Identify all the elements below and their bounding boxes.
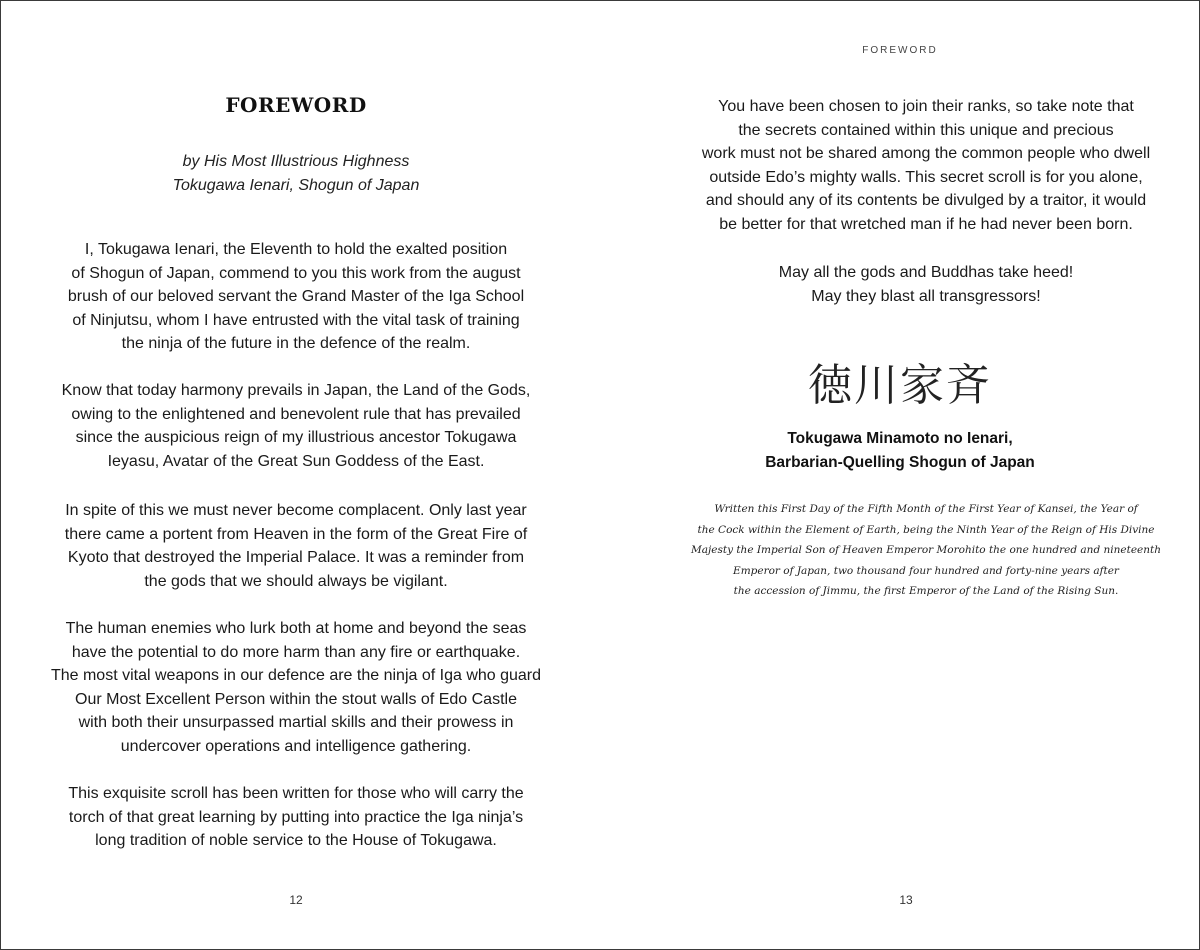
text-line: May all the gods and Buddhas take heed!: [778, 264, 1074, 281]
text-line: be better for that wretched man if he had never been born.: [719, 215, 1133, 233]
page-number: 12: [289, 893, 303, 907]
text-line: In spite of this we must never become complacent. Only last year: [65, 502, 527, 519]
colophon: [681, 499, 1171, 602]
text-line: the ninja of the future in the defence of the realm.: [121, 335, 471, 353]
paragraph-2: [681, 261, 1171, 308]
text-line: work must not be shared among the common people who dwell: [701, 145, 1151, 163]
colophon-line: Written this First Day of the Fifth Month of the First Year of Kansei, the Year of: [714, 503, 1138, 515]
text-line: brush of our beloved servant the Grand Master of the Iga School: [67, 288, 525, 306]
text-line: there came a portent from Heaven in the form of the Great Fire of: [64, 525, 528, 543]
signature-line: Barbarian-Quelling Shogun of Japan: [765, 454, 1035, 471]
left-page: [1, 1, 601, 949]
colophon-line: the accession of Jimmu, the first Emperor of the Land of the Rising Sun.: [733, 585, 1119, 597]
colophon-line: Majesty the Imperial Son of Heaven Emperor Morohito the one hundred and nineteenth: [690, 544, 1161, 556]
page-number: 13: [899, 893, 913, 907]
text-line: of Shogun of Japan, commend to you this work from the august: [71, 264, 521, 282]
text-line: long tradition of noble service to the House of Tokugawa.: [95, 832, 497, 850]
text-line: Our Most Excellent Person within the stout walls of Edo Castle: [75, 690, 517, 708]
text-line: You have been chosen to join their ranks, so take note that: [718, 98, 1134, 115]
text-line: since the auspicious reign of my illustrious ancestor Tokugawa: [75, 429, 517, 447]
text-line: The most vital weapons in our defence are the ninja of Iga who guard: [50, 667, 542, 685]
text-line: the secrets contained within this unique and precious: [738, 121, 1114, 139]
signature-block: [601, 427, 1199, 475]
text-line: The human enemies who lurk both at home and beyond the seas: [65, 620, 527, 637]
text-line: Know that today harmony prevails in Japan, the Land of the Gods,: [61, 382, 531, 399]
paragraph-1: [41, 238, 551, 356]
text-line: May they blast all transgressors!: [811, 287, 1041, 305]
paragraph-2: [41, 379, 551, 473]
paragraph-5: [41, 782, 551, 853]
byline-line: by His Most Illustrious Highness: [182, 153, 410, 170]
text-line: the gods that we should always be vigilant.: [144, 572, 448, 590]
paragraph-4: [41, 617, 551, 759]
paragraph-3: [41, 499, 551, 593]
colophon-line: Emperor of Japan, two thousand four hundred and forty-nine years after: [733, 564, 1119, 577]
text-line: and should any of its contents be divulged by a traitor, it would: [705, 192, 1147, 210]
text-line: Ieyasu, Avatar of the Great Sun Goddess of the East.: [107, 452, 485, 470]
text-line: have the potential to do more harm than any fire or earthquake.: [71, 643, 521, 661]
byline-line: Tokugawa Ienari, Shogun of Japan: [172, 177, 420, 194]
text-line: Kyoto that destroyed the Imperial Palace. It was a reminder from: [67, 549, 525, 567]
running-head: FOREWORD: [862, 45, 938, 56]
text-line: outside Edo’s mighty walls. This secret scroll is for you alone,: [709, 168, 1143, 186]
colophon-line: the Cock within the Element of Earth, being the Ninth Year of the Reign of His Divine: [697, 523, 1155, 536]
kanji-signature: 徳川家斉: [808, 360, 992, 411]
text-line: This exquisite scroll has been written for those who will carry the: [68, 785, 524, 802]
text-line: undercover operations and intelligence gathering.: [120, 737, 472, 755]
text-line: of Ninjutsu, whom I have entrusted with the vital task of training: [72, 311, 520, 329]
chapter-title: FOREWORD: [225, 93, 367, 117]
text-line: owing to the enlightened and benevolent rule that has prevailed: [71, 405, 521, 423]
byline: [1, 150, 591, 198]
text-line: torch of that great learning by putting into practice the Iga ninja’s: [68, 808, 524, 826]
text-line: I, Tokugawa Ienari, the Eleventh to hold the exalted position: [84, 241, 508, 258]
signature-line: Tokugawa Minamoto no Ienari,: [787, 430, 1013, 447]
paragraph-1: [681, 95, 1171, 237]
text-line: with both their unsurpassed martial skills and their prowess in: [78, 714, 514, 732]
right-page: [601, 1, 1199, 949]
